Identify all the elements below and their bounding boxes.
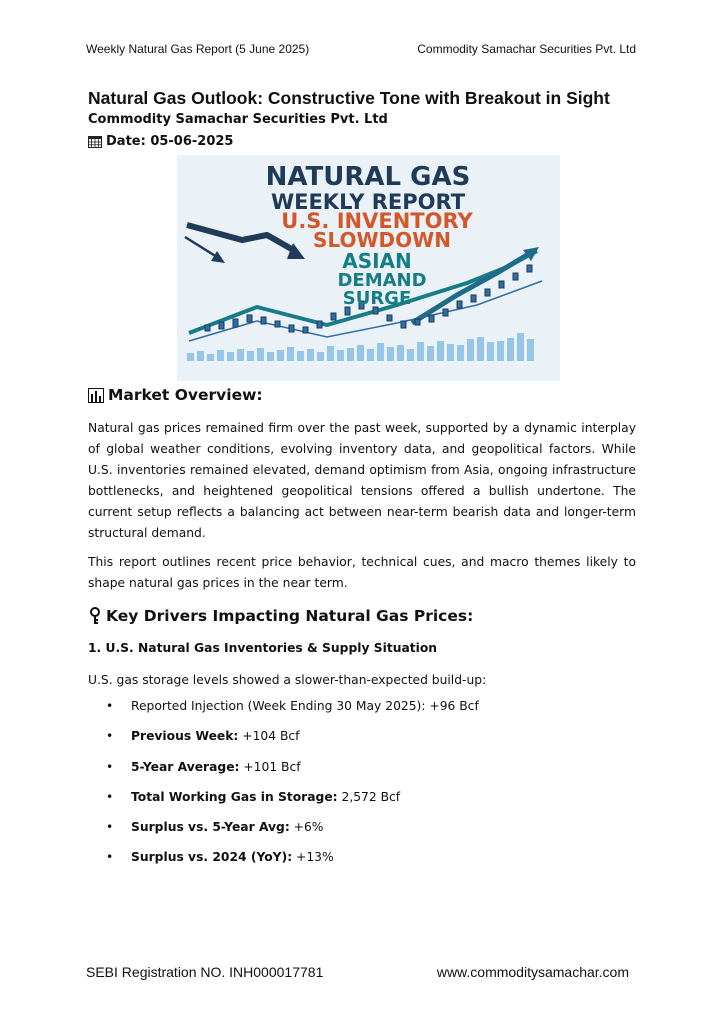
inventory-stats-list <box>88 699 479 881</box>
list-item: • Total Working Gas in Storage: 2,572 Bcf <box>88 790 479 820</box>
key-icon <box>88 607 102 625</box>
list-item: • 5-Year Average: +101 Bcf <box>88 760 479 790</box>
market-overview-paragraph-2: This report outlines recent price behavior, technical cues, and macro themes likely to shape natural gas prices in the near term. <box>88 555 636 590</box>
bar-chart-icon <box>88 388 104 403</box>
market-overview-title: Market Overview: <box>108 386 263 404</box>
website-url: www.commoditysamachar.com <box>436 964 629 980</box>
header-report-title: Weekly Natural Gas Report (5 June 2025) <box>86 42 310 56</box>
banner-line4: SLOWDOWN <box>313 228 451 252</box>
market-overview-paragraph-1: Natural gas prices remained firm over the past week, supported by a dynamic interplay of global weather conditions, evolving inventory data, and geopolitical factors. While U.S. inventories remained elevated, demand optimism from Asia, ongoing infrastructure bottlenecks, and heightened geopolitical tensions offered a bullish undertone. The current setup reflects a balancing act between near-term bearish data and longer-term structural demand. <box>88 421 636 540</box>
sebi-registration: SEBI Registration NO. INH000017781 <box>86 964 324 980</box>
banner-graphic <box>177 155 560 381</box>
market-overview-heading <box>88 386 263 404</box>
banner-line3: U.S. INVENTORY <box>281 209 473 233</box>
decline-arrow-2-head <box>211 251 225 263</box>
decline-arrow-2-line <box>185 237 217 257</box>
inventories-intro: U.S. gas storage levels showed a slower-than-expected build-up: <box>88 673 487 687</box>
key-drivers-heading <box>88 607 473 625</box>
date-text: Date: 05-06-2025 <box>106 134 234 149</box>
inventories-subheading: 1. U.S. Natural Gas Inventories & Supply Situation <box>88 641 438 655</box>
list-item: • Previous Week: +104 Bcf <box>88 729 479 759</box>
banner-line5: ASIAN <box>342 249 412 273</box>
banner-line7: SURGE <box>342 288 412 309</box>
key-drivers-title: Key Drivers Impacting Natural Gas Prices: <box>106 607 474 625</box>
report-date <box>88 134 233 149</box>
list-item: • Reported Injection (Week Ending 30 May 2025): +96 Bcf <box>88 699 479 729</box>
list-item: • Surplus vs. 5-Year Avg: +6% <box>88 820 479 850</box>
volume-bars <box>187 333 534 361</box>
page-header <box>86 42 636 58</box>
calendar-icon <box>88 135 102 148</box>
banner-line6: DEMAND <box>337 270 427 291</box>
surge-arrow-line <box>412 255 527 323</box>
page-footer <box>86 964 629 980</box>
header-company: Commodity Samachar Securities Pvt. Ltd <box>417 42 636 56</box>
list-item: • Surplus vs. 2024 (YoY): +13% <box>88 850 479 880</box>
banner-line2: WEEKLY REPORT <box>270 190 466 214</box>
company-name: Commodity Samachar Securities Pvt. Ltd <box>88 112 388 127</box>
report-banner-image <box>177 155 560 381</box>
banner-line1: NATURAL GAS <box>265 162 471 192</box>
page-title: Natural Gas Outlook: Constructive Tone with Breakout in Sight <box>88 88 610 108</box>
